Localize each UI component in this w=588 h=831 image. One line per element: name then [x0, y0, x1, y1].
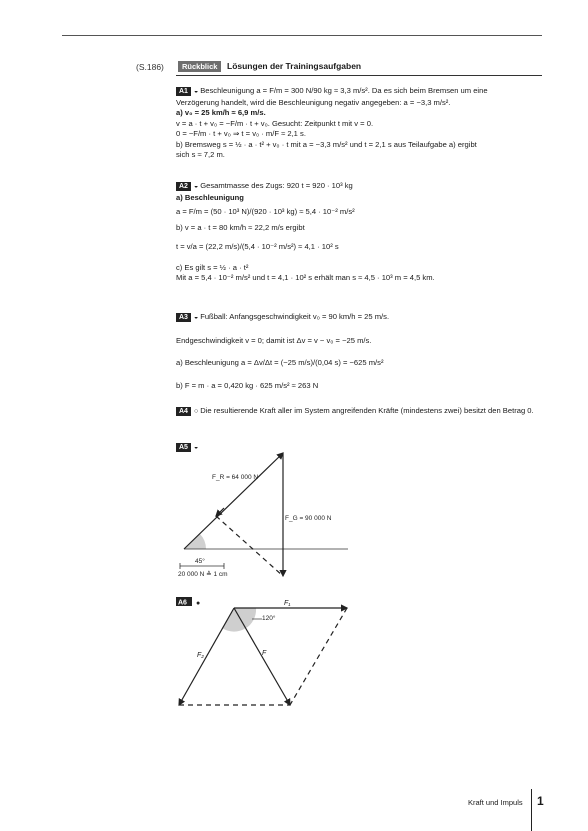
angle-wedge — [184, 534, 206, 549]
label-fg: F_G = 90 000 N — [285, 515, 332, 522]
a3-b-formula: b) F = m · a = 0,420 kg · 625 m/s² ≈ 263 N — [176, 380, 319, 390]
a2-intro: Gesamtmasse des Zugs: 920 t = 920 · 10³ kg — [200, 181, 353, 190]
section-tag: Rückblick — [178, 61, 221, 72]
label-f: F — [262, 650, 267, 657]
angle-label: 45° — [195, 558, 205, 565]
a1-line: a) v₀ = 25 km/h ≈ 6,9 m/s. — [176, 108, 266, 117]
exercise-badge: A1 — [176, 87, 191, 96]
empty-circle-icon: ○ — [193, 408, 199, 415]
a2-a-formula: a = F/m = (50 · 10³ N)/(920 · 10³ kg) ≈ 5,4 · 10⁻² m/s² — [176, 207, 355, 216]
chapter-title: Kraft und Impuls — [468, 798, 523, 807]
exercise-badge: A4 — [176, 407, 191, 416]
half-circle-icon: ◒ — [193, 88, 199, 95]
scale-label: 20 000 N ≙ 1 cm — [178, 571, 228, 578]
a1-line: sich s ≈ 7,2 m. — [176, 150, 225, 159]
a3-intro: Fußball: Anfangsgeschwindigkeit v₀ = 90 km/h = 25 m/s. — [200, 312, 390, 321]
a1-line: v = a · t + v₀ = −F/m · t + v₀. Gesucht: Zeitpunkt t mit v = 0. — [176, 118, 374, 128]
angle-label: 120° — [262, 615, 276, 622]
page-title: Lösungen der Trainingsaufgaben — [227, 61, 362, 71]
a2-c-line: c) Es gilt s = ½ · a · t² — [176, 262, 249, 272]
half-circle-icon: ◒ — [193, 444, 199, 451]
resultant-force-vector — [184, 453, 283, 549]
a6-figure — [176, 597, 347, 705]
label-f2: F₂ — [197, 652, 204, 659]
a3-line: Endgeschwindigkeit v = 0; damit ist Δv = v − v₀ = −25 m/s. — [176, 335, 372, 345]
label-fr: F_R = 64 000 N — [212, 474, 259, 481]
footer-rule — [531, 789, 532, 831]
force-f2 — [179, 608, 234, 705]
exercise-badge: A5 — [176, 443, 191, 452]
half-circle-icon: ◒ — [193, 183, 199, 190]
exercise-badge: A6 — [178, 599, 187, 607]
a2-c-line: Mit a = 5,4 · 10⁻² m/s² und t = 4,1 · 10² s erhält man s ≈ 4,5 · 10³ m = 4,5 km. — [176, 273, 435, 282]
a1-line: Beschleunigung a = F/m = 300 N/90 kg ≈ 3,3 m/s². Da es sich beim Bremsen um eine — [200, 86, 488, 95]
page-reference: (S.186) — [136, 62, 164, 72]
exercise-badge: A3 — [176, 313, 191, 322]
a5-figure — [178, 453, 348, 578]
a1-line: Verzögerung handelt, wird die Beschleunigung negativ angegeben: a = −3,3 m/s². — [176, 97, 451, 107]
filled-circle-icon: ● — [196, 600, 201, 607]
a2-b-line: b) v = a · t = 80 km/h ≈ 22,2 m/s ergibt — [176, 222, 305, 232]
a1-line: 0 = −F/m · t + v₀ ⇒ t = v₀ · m/F ≈ 2,1 s. — [176, 129, 306, 138]
a2-b-formula: t = v/a = (22,2 m/s)/(5,4 · 10⁻² m/s²) ≈ 4,1 · 10² s — [176, 242, 339, 251]
a2-a-label: a) Beschleunigung — [176, 192, 244, 202]
a1-line: b) Bremsweg s = ½ · a · t² + v₀ · t mit a = −3,3 m/s² und t = 2,1 s aus Teilaufgabe a) ergibt — [176, 139, 477, 149]
a4-text: Die resultierende Kraft aller im System angreifenden Kräfte (mindestens zwei) besitzt den Betrag 0. — [200, 406, 534, 415]
label-f1: F₁ — [284, 600, 291, 607]
exercise-badge: A2 — [176, 182, 191, 191]
a3-a-formula: a) Beschleunigung a = Δv/Δt = (−25 m/s)/(0,04 s) = −625 m/s² — [176, 358, 384, 367]
half-circle-icon: ◒ — [193, 314, 199, 321]
parallelogram-dashed-side — [290, 608, 347, 705]
component-dashed — [216, 516, 283, 576]
page-number: 1 — [537, 794, 544, 808]
